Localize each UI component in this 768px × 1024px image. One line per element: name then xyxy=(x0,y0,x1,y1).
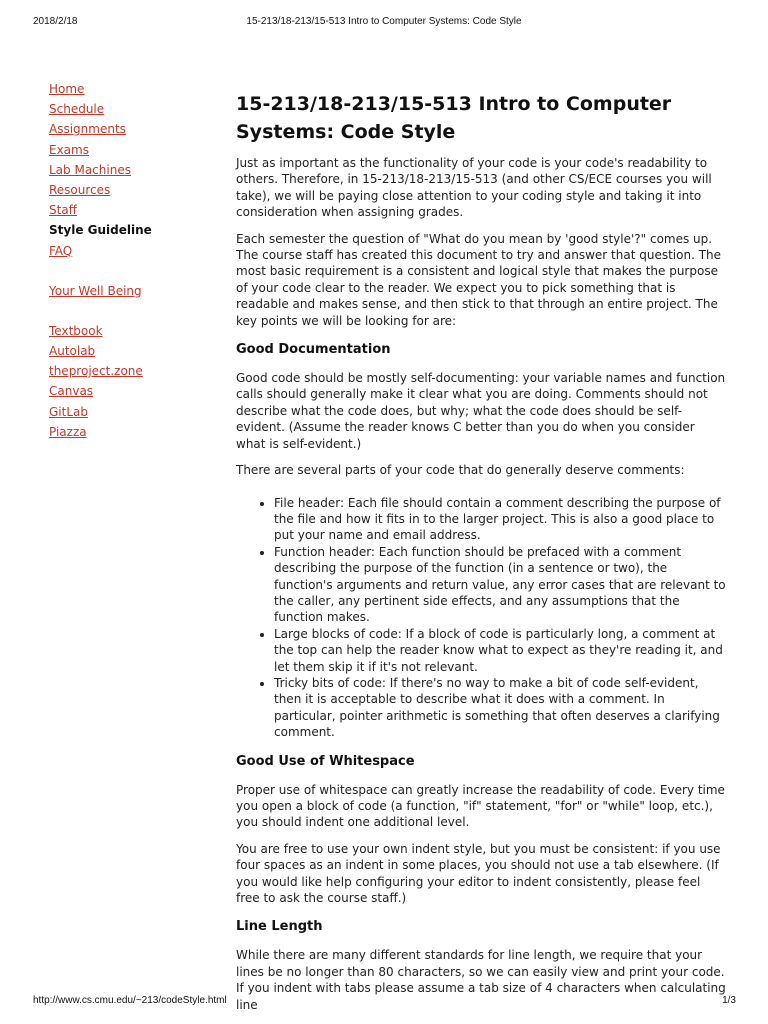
intro-paragraph-2: Each semester the question of "What do you mean by 'good style'?" comes up. The course staff has created this document to try and answer that question. The most basic requirement is a consistent and logical style that makes the purpose of your code clear to the reader. We expect you to pick something that is readable and makes sense, and then stick to that through an entire project. The key points we will be looking for are: xyxy=(236,231,722,328)
sidebar-item-assignments[interactable]: Assignments xyxy=(49,122,126,137)
documentation-paragraph-2: There are several parts of your code that do generally deserve comments: xyxy=(236,463,685,478)
documentation-paragraph-1: Good code should be mostly self-documenting: your variable names and function calls should generally make it clear what you are doing. Comments should not describe what the code does, but why; what the code does should be self-evident. (Assume the reader knows C better than you do when you consider what is self-evident.) xyxy=(236,371,726,451)
sidebar-group-external xyxy=(49,321,199,442)
whitespace-paragraph-1: Proper use of whitespace can greatly increase the readability of code. Every time you open a block of code (a function, "if" statement, "for" or "while" loop, etc.), you should indent one additional level. xyxy=(236,782,725,830)
sidebar-item-home[interactable]: Home xyxy=(49,82,85,96)
sidebar-item-your-well-being[interactable]: Your Well Being xyxy=(49,283,142,298)
sidebar-spacer xyxy=(49,261,199,281)
section-heading-line-length: Line Length xyxy=(236,919,323,935)
print-doc-title: 15-213/18-213/15-513 Intro to Computer Systems: Code Style xyxy=(246,16,522,27)
intro-paragraph-1: Just as important as the functionality of your code is your code's readability to others. Therefore, in 15-213/18-213/15-513 (and other CS/ECE courses you will take), we will be paying close attention to your coding style and taking it into consideration when assigning grades. xyxy=(236,156,712,220)
sidebar-item-resources[interactable]: Resources xyxy=(49,182,111,197)
print-header xyxy=(0,16,768,30)
sidebar-item-canvas[interactable]: Canvas xyxy=(49,384,94,399)
sidebar-group-main xyxy=(49,79,199,261)
print-footer xyxy=(0,995,768,1009)
documentation-list-wrap xyxy=(236,495,726,741)
sidebar-item-exams[interactable]: Exams xyxy=(49,142,89,157)
sidebar-group-wellbeing xyxy=(49,281,199,301)
sidebar-item-lab-machines[interactable]: Lab Machines xyxy=(49,162,131,177)
documentation-list xyxy=(236,495,726,741)
sidebar-item-theproject-zone[interactable]: theproject.zone xyxy=(49,364,143,379)
sidebar-item-autolab[interactable]: Autolab xyxy=(49,344,96,359)
sidebar-item-staff[interactable]: Staff xyxy=(49,203,77,218)
section-heading-documentation: Good Documentation xyxy=(236,342,391,358)
list-item: • File header: Each file should contain a comment describing the purpose of the file and how it fits in to the larger project. This is also a good place to put your name and email address. xyxy=(274,495,726,544)
section-heading-whitespace: Good Use of Whitespace xyxy=(236,753,415,769)
whitespace-paragraph-2: You are free to use your own indent style, but you must be consistent: if you use four spaces as an indent in some places, you should not use a tab elsewhere. (If you would like help configuring your editor to indent consistently, please feel free to ask the course staff.) xyxy=(236,841,721,906)
print-url: http://www.cs.cmu.edu/~213/codeStyle.html xyxy=(33,995,227,1006)
sidebar-item-faq[interactable]: FAQ xyxy=(49,243,73,258)
sidebar-item-style-guideline-current: Style Guideline xyxy=(49,223,152,238)
print-date: 2018/2/18 xyxy=(33,16,78,27)
print-page-number: 1/3 xyxy=(722,995,736,1006)
sidebar-item-piazza[interactable]: Piazza xyxy=(49,424,87,439)
sidebar-item-textbook[interactable]: Textbook xyxy=(49,323,103,338)
main-content xyxy=(236,90,726,1023)
sidebar-spacer xyxy=(49,301,199,321)
line-length-paragraph-1: While there are many different standards for line length, we require that your lines be no longer than 80 characters, so we can easily view and print your code. If you indent with tabs please assume a tab size of 4 characters when calculating line xyxy=(236,948,726,1012)
list-item: • Tricky bits of code: If there's no way to make a bit of code self-evident, then it is acceptable to describe what it does with a comment. In particular, pointer arithmetic is something that often deserves a clarifying comment. xyxy=(274,675,726,741)
list-item: • Large blocks of code: If a block of code is particularly long, a comment at the top can help the reader know what to expect as they're reading it, and let them skip it if it's not relevant. xyxy=(274,626,726,675)
page-title: 15-213/18-213/15-513 Intro to Computer Systems: Code Style xyxy=(236,93,672,143)
sidebar-item-schedule[interactable]: Schedule xyxy=(49,102,105,117)
list-item: • Function header: Each function should be prefaced with a comment describing the purpose of the function (in a sentence or two), the function's arguments and return value, any error cases that are relevant to the caller, any pertinent side effects, and any assumptions that the function makes. xyxy=(274,544,726,626)
sidebar-item-gitlab[interactable]: GitLab xyxy=(49,404,88,419)
sidebar-nav xyxy=(49,79,199,442)
